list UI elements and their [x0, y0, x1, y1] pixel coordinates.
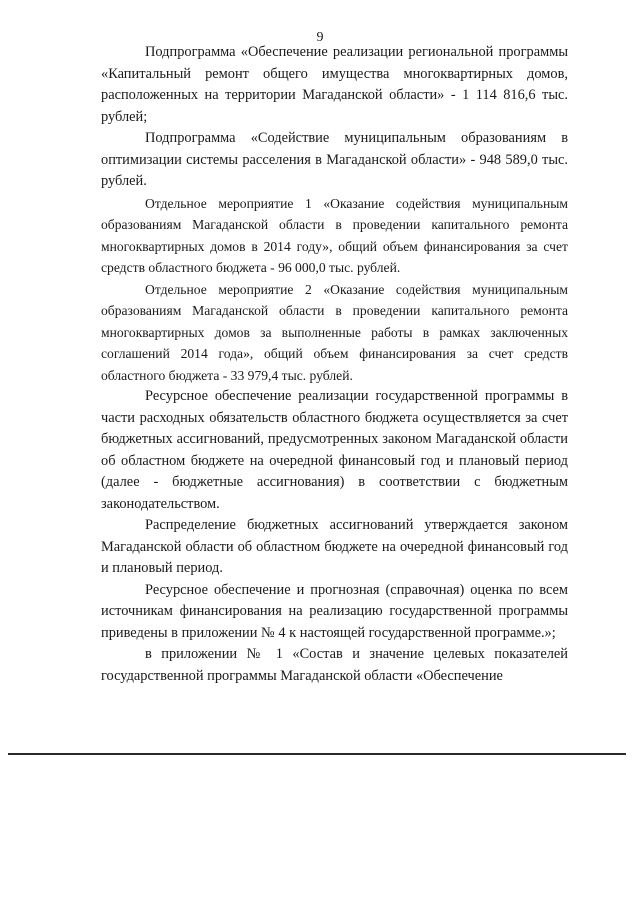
paragraph-measure-1: Отдельное мероприятие 1 «Оказание содействия муниципальным образованиям Магаданской области в проведении капитального ремонта многоквартирных домов в 2014 году», общий объем финансирования за счет средств областного бюджета - 96 000,0 тыс. рублей.	[101, 195, 568, 275]
paragraph-appendix-1: в приложении № 1 «Состав и значение целевых показателей государственной программы Магаданской области «Обеспечение	[101, 646, 568, 684]
paragraph-measure-2: Отдельное мероприятие 2 «Оказание содействия муниципальным образованиям Магаданской области в проведении капитального ремонта многоквартирных домов за выполненные работы в рамках заключенных соглашений 2014 года», общий объем финансирования за счет средств областного бюджета - 33 979,4 тыс. рублей.	[101, 281, 568, 383]
paragraph-subprogram-resettlement: Подпрограмма «Содействие муниципальным образованиям в оптимизации системы расселения в Магаданской области» - 948 589,0 тыс. рублей.	[101, 130, 568, 189]
paragraph-resource-provision: Ресурсное обеспечение реализации государственной программы в части расходных обязательств областного бюджета осуществляется за счет бюджетных ассигнований, предусмотренных законом Магаданской области об областном бюджете на очередной финансовый год и плановый период (далее - бюджетные ассигнования) в соответствии с бюджетным законодательством.	[101, 388, 568, 512]
footer-divider	[8, 753, 626, 755]
paragraph-subprogram-capital-repair: Подпрограмма «Обеспечение реализации региональной программы «Капитальный ремонт общего имущества многоквартирных домов, расположенных на территории Магаданской области» - 1 114 816,6 тыс. рублей;	[101, 44, 568, 125]
paragraph-forecast-estimate: Ресурсное обеспечение и прогнозная (справочная) оценка по всем источникам финансирования на реализацию государственной программы приведены в приложении № 4 к настоящей государственной программе.»;	[101, 581, 568, 641]
page-number: 9	[316, 30, 324, 45]
body-text	[101, 42, 568, 687]
paragraph-budget-distribution: Распределение бюджетных ассигнований утверждается законом Магаданской области об областном бюджете на очередной финансовый год и плановый период.	[101, 517, 568, 576]
